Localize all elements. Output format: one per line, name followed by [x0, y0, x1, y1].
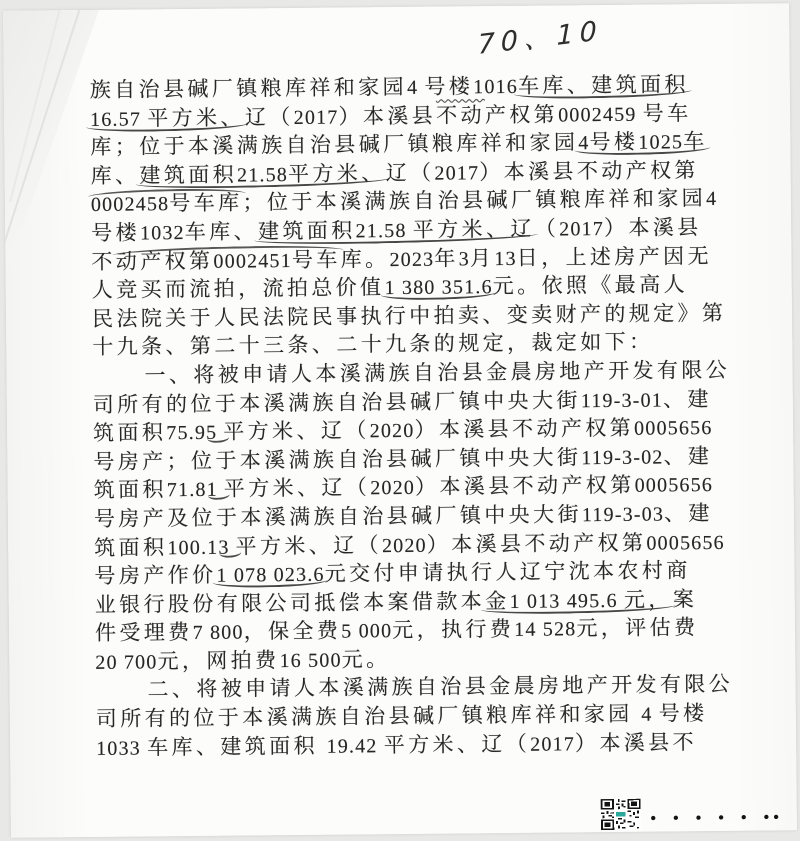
text-segment: 号房产作价 — [94, 562, 217, 589]
text-segment: 库。2023年3月13日，上述房产因无 — [340, 243, 713, 272]
pen-marked-text: 1 380 351.6 — [384, 276, 493, 300]
document-line — [95, 613, 739, 648]
text-segment: 司所有的位于本溪满族自治县碱厂镇粮库祥和家园 4 号楼 — [95, 701, 708, 731]
text-segment: 筑面积71.81 — [93, 477, 218, 503]
text-segment: 平方米、辽（2020）本溪县不动产权第0005656 — [235, 530, 725, 559]
text-segment: 20 700元，网拍费16 500元。 — [95, 646, 391, 674]
document-text — [90, 70, 741, 762]
pen-marked-text: 16.57 平方米、 — [89, 105, 246, 131]
pen-marked-text: 建筑面积21.58平方米、 — [139, 160, 386, 188]
pen-marked-text: 车库、建筑面积 — [517, 72, 689, 98]
page-corner-fold — [3, 10, 102, 277]
text-segment: 产权第0002459 号车 — [484, 100, 692, 127]
text-segment: 件受理费7 800，保全费5 000元，执行费14 528元，评估费 — [94, 615, 699, 646]
text-segment: 元交付申请执行人辽宁沈本农村商 — [324, 558, 691, 586]
text-segment: 民法院关于人民法院民事执行中拍卖、变卖财产的规定》第 — [91, 300, 727, 331]
text-segment: 人竞买而流拍，流拍总价值 — [91, 275, 385, 303]
text-segment: 业银行股份有限公司抵偿本案借款本 — [94, 588, 486, 617]
text-segment: 平方米、辽（2020）本溪县不动产权第0005656 — [223, 415, 713, 444]
text-segment: 筑面积100.13 — [94, 534, 230, 560]
text-segment: 号房产；位于本溪满族自治县碱厂镇中央大街119-3-02、建 — [93, 443, 713, 474]
text-segment: 十九条、第二十三条、二十九条的规定，裁定如下： — [92, 329, 654, 360]
pen-marked-text: 建筑面积21.58 平方米、辽 — [257, 216, 535, 244]
pen-marked-text: 4号楼1025车 — [578, 129, 708, 155]
pen-marked-text: 0002458号车库 — [90, 190, 243, 217]
text-segment: 筑面积75.95 — [92, 420, 218, 446]
text-segment: （2017）本溪县 — [534, 215, 702, 241]
qr-code — [601, 799, 641, 830]
footer-dots: • • • • • •• — [648, 808, 782, 828]
pen-marked-text: 不动 — [436, 102, 486, 128]
text-segment: 一、将被申请人本溪满族自治县金晨房地产开发有限公 — [144, 357, 731, 388]
pen-marked-text: 动产权第0002451号车 — [115, 247, 341, 274]
pen-marked-text: 1 078 023.6 — [216, 563, 325, 587]
text-segment: 辽（2017）本溪县 — [244, 103, 437, 130]
pen-marked-text: 金1 013 495.6 元， — [485, 587, 673, 613]
text-segment: 号房产及位于本溪满族自治县碱厂镇中央大街119-3-03、建 — [93, 500, 714, 531]
text-segment: 司所有的位于本溪满族自治县碱厂镇中央大街119-3-01、建 — [92, 386, 712, 417]
text-segment: 案 — [672, 586, 698, 612]
text-segment: 族自治县碱厂镇粮库祥和家园4 号楼1016 — [89, 74, 519, 102]
text-segment: 1033 车库、建筑面积 19.42 平方米、辽（2017）本溪县不 — [96, 729, 698, 760]
text-segment: ；位于本溪满族自治县碱厂镇粮库祥和家园4 — [242, 186, 718, 215]
text-segment: 平方米、辽（2020）本溪县不动产权第0005656 — [223, 473, 714, 502]
text-segment: 不 — [91, 249, 116, 274]
text-segment: 库、 — [90, 163, 140, 188]
text-segment: 二、将被申请人本溪满族自治县金晨房地产开发有限公 — [147, 672, 734, 702]
handwritten-note: 70、10 — [477, 15, 603, 61]
text-segment: 元。依照《最高人 — [492, 272, 689, 299]
text-segment: 库；位于本溪满族自治县碱厂镇粮库祥和家园 — [90, 130, 579, 160]
scanned-page — [3, 3, 797, 838]
document-line — [96, 727, 740, 762]
text-segment: 辽（2017）本溪县不动产权第 — [385, 157, 699, 185]
text-segment: 号楼1032车库、 — [91, 219, 259, 245]
